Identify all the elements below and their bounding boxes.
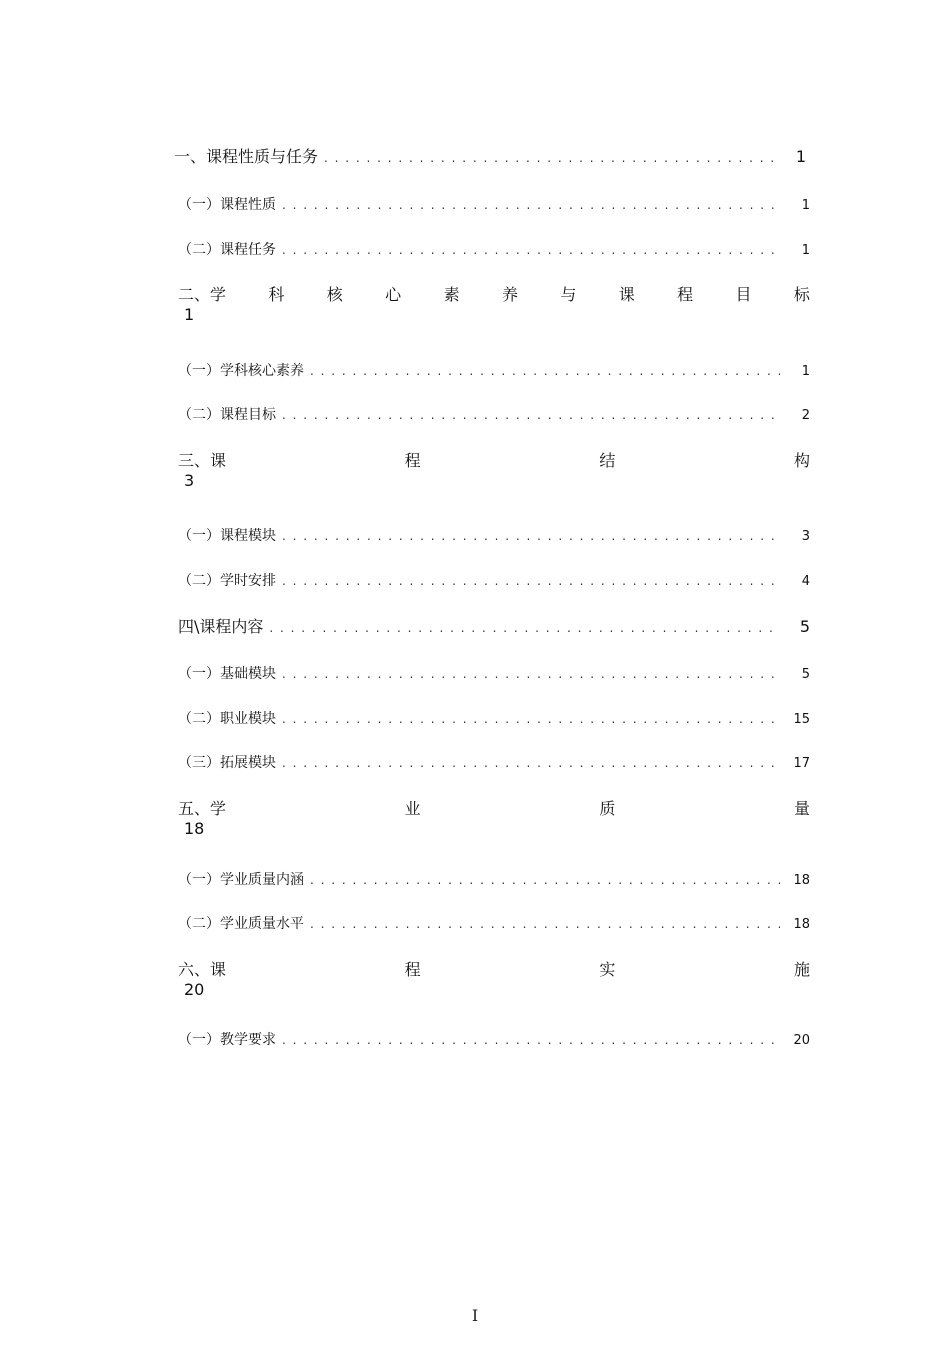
toc-entry-char: 质	[599, 799, 616, 818]
toc-entry-page: 15	[793, 712, 810, 727]
toc-entry-page: 18	[793, 917, 810, 932]
toc-entry-section-2-1[interactable]	[178, 360, 810, 380]
toc-entry-section-5[interactable]	[178, 796, 810, 819]
toc-entry-label: （二）职业模块	[178, 711, 276, 727]
toc-leader-dots	[282, 756, 780, 770]
toc-entry-section-6[interactable]	[178, 957, 810, 980]
toc-entry-section-3-2[interactable]	[178, 570, 810, 590]
toc-leader-dots	[282, 198, 780, 212]
toc-entry-char: 结	[599, 451, 616, 470]
toc-entry-label: （二）课程目标	[178, 407, 276, 423]
toc-entry-char: 构	[793, 451, 810, 470]
toc-leader-dots	[310, 364, 780, 378]
toc-entry-section-2-2[interactable]	[178, 404, 810, 424]
toc-entry-page: 3	[184, 471, 195, 490]
toc-entry-page: 1	[801, 364, 810, 379]
toc-leader-dots	[282, 574, 780, 588]
toc-entry-page: 1	[801, 198, 810, 213]
toc-entry-char: 施	[793, 960, 810, 979]
toc-entry-label: （一）课程性质	[178, 197, 276, 213]
toc-entry-section-1-2[interactable]	[178, 239, 810, 259]
toc-entry-page: 20	[184, 980, 205, 999]
toc-entry-char: 素	[443, 285, 460, 304]
toc-entry-char: 课	[618, 285, 635, 304]
toc-entry-char: 心	[385, 285, 402, 304]
toc-entry-char: 六、课	[178, 960, 227, 979]
toc-entry-page: 5	[799, 617, 810, 636]
toc-entry-label: （三）拓展模块	[178, 755, 276, 771]
toc-entry-label: （一）基础模块	[178, 666, 276, 682]
page-number-footer: I	[471, 1306, 479, 1325]
toc-entry-page: 18	[793, 873, 810, 888]
toc-entry-section-4[interactable]	[178, 614, 810, 637]
toc-entry-label: 四\课程内容	[178, 617, 264, 636]
toc-entry-char: 养	[501, 285, 518, 304]
toc-entry-section-4-1[interactable]	[178, 663, 810, 683]
toc-entry-char: 程	[677, 285, 694, 304]
toc-entry-char: 核	[326, 285, 343, 304]
toc-entry-label: （二）学时安排	[178, 573, 276, 589]
toc-entry-page: 18	[184, 819, 205, 838]
toc-entry-page: 1	[795, 147, 806, 166]
toc-entry-label: （一）课程模块	[178, 528, 276, 544]
toc-entry-char: 三、课	[178, 451, 227, 470]
toc-entry-section-5-1[interactable]	[178, 869, 810, 889]
toc-entry-char: 量	[793, 799, 810, 818]
toc-leader-dots	[282, 243, 780, 257]
toc-entry-char: 与	[560, 285, 577, 304]
toc-entry-page: 4	[801, 574, 810, 589]
toc-entry-char: 标	[793, 285, 810, 304]
toc-leader-dots	[310, 873, 780, 887]
toc-entry-section-5-2[interactable]	[178, 913, 810, 933]
toc-entry-page: 1	[184, 305, 195, 324]
toc-entry-char: 程	[404, 451, 421, 470]
toc-leader-dots	[282, 667, 780, 681]
toc-entry-section-1[interactable]	[174, 144, 806, 167]
toc-entry-char: 程	[404, 960, 421, 979]
toc-entry-section-2[interactable]	[178, 282, 810, 305]
toc-entry-label: （二）课程任务	[178, 242, 276, 258]
toc-entry-char: 目	[735, 285, 752, 304]
toc-entry-label: 一、课程性质与任务	[174, 147, 319, 166]
toc-entry-char: 科	[268, 285, 285, 304]
toc-leader-dots	[282, 529, 780, 543]
toc-entry-page: 3	[801, 529, 810, 544]
toc-entry-section-6-1[interactable]	[178, 1029, 810, 1049]
toc-entry-char: 业	[404, 799, 421, 818]
toc-entry-page: 5	[801, 667, 810, 682]
toc-entry-page: 17	[793, 756, 810, 771]
toc-leader-dots	[324, 151, 776, 165]
toc-leader-dots	[310, 917, 780, 931]
toc-leader-dots	[282, 1033, 780, 1047]
toc-entry-section-1-1[interactable]	[178, 194, 810, 214]
toc-entry-label: （一）教学要求	[178, 1032, 276, 1048]
toc-leader-dots	[269, 621, 780, 635]
toc-entry-char: 五、学	[178, 799, 227, 818]
toc-entry-page: 2	[801, 408, 810, 423]
toc-entry-label: （一）学科核心素养	[178, 363, 304, 379]
toc-entry-label: （一）学业质量内涵	[178, 872, 304, 888]
toc-entry-page: 20	[793, 1033, 810, 1048]
toc-leader-dots	[282, 408, 780, 422]
toc-leader-dots	[282, 712, 780, 726]
toc-entry-label: （二）学业质量水平	[178, 916, 304, 932]
toc-entry-section-3-1[interactable]	[178, 525, 810, 545]
toc-entry-section-4-3[interactable]	[178, 752, 810, 772]
toc-entry-section-4-2[interactable]	[178, 708, 810, 728]
toc-entry-char: 实	[599, 960, 616, 979]
toc-entry-char: 二、学	[178, 285, 227, 304]
toc-entry-section-3[interactable]	[178, 448, 810, 471]
toc-entry-page: 1	[801, 243, 810, 258]
